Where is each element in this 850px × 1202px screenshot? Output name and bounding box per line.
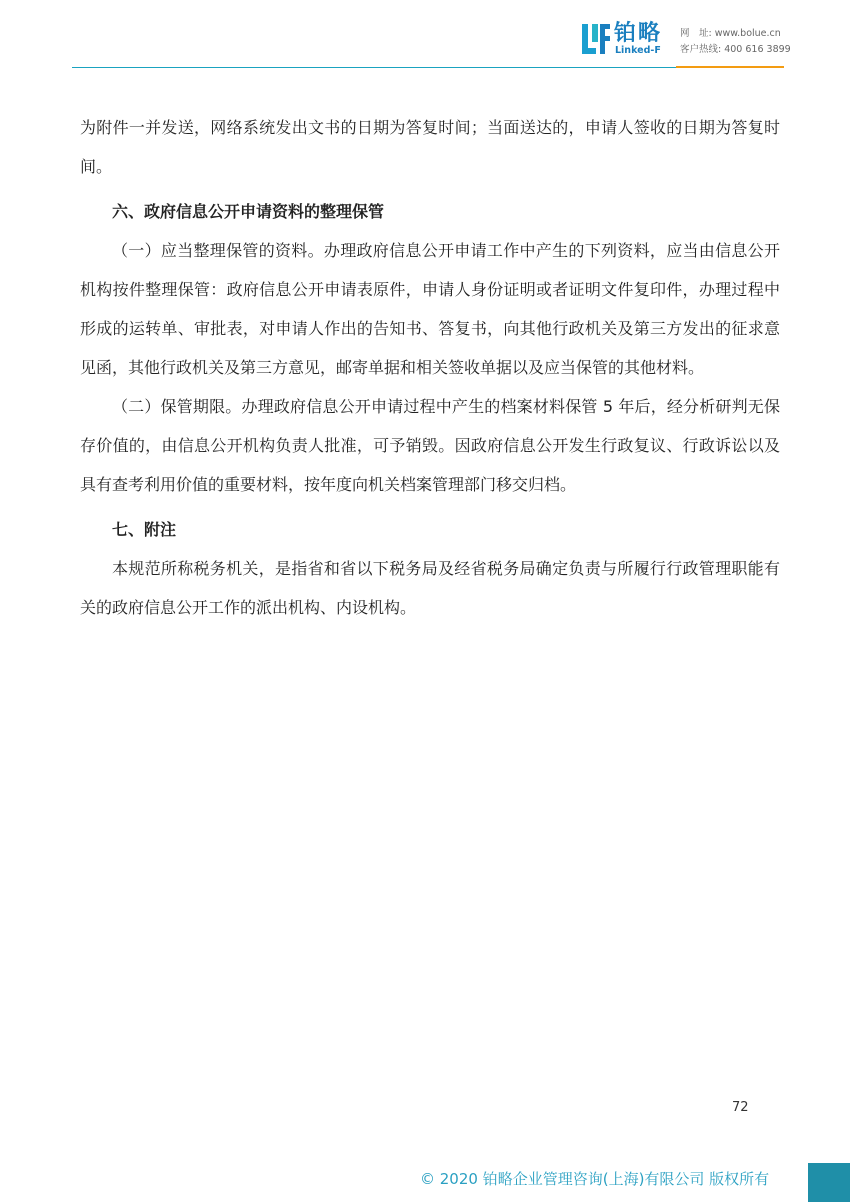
logo-mark-icon <box>582 24 610 54</box>
footer-color-block <box>808 1163 850 1202</box>
footer-copyright: © 2020 铂略企业管理咨询(上海)有限公司 版权所有 <box>420 1170 770 1188</box>
paragraph-1: 为附件一并发送，网络系统发出文书的日期为答复时间；当面送达的，申请人签收的日期为答复时间。 <box>80 118 780 176</box>
paragraph-2: （一）应当整理保管的资料。办理政府信息公开申请工作中产生的下列资料，应当由信息公开机构按件整理保管：政府信息公开申请表原件，申请人身份证明或者证明文件复印件，办理过程中形成的运转单、审批表，对申请人作出的告知书、答复书，向其他行政机关及第三方发出的征求意见函，其他行政机关及第三方意见，邮寄单据和相关签收单据以及应当保管的其他材料。 <box>80 241 780 377</box>
section-heading-6: 六、政府信息公开申请资料的整理保管 <box>112 202 385 221</box>
company-logo <box>582 22 672 58</box>
logo-chinese-name: 铂略 <box>614 21 663 46</box>
hotline-text: 客户热线: 400 616 3899 <box>680 44 791 55</box>
paragraph-3: （二）保管期限。办理政府信息公开申请过程中产生的档案材料保管 5 年后，经分析研判无保存价值的，由信息公开机构负责人批准，可予销毁。因政府信息公开发生行政复议、行政诉讼以及具有查考利用价值的重要材料，按年度向机关档案管理部门移交归档。 <box>80 397 780 494</box>
section-heading-7: 七、附注 <box>112 520 177 539</box>
page-number: 72 <box>732 1100 749 1115</box>
header-divider-accent <box>676 66 784 68</box>
page-header <box>0 0 850 72</box>
website-text: 网 址: www.bolue.cn <box>680 28 781 39</box>
contact-info <box>680 26 791 58</box>
paragraph-4: 本规范所称税务机关，是指省和省以下税务局及经省税务局确定负责与所履行行政管理职能有关的政府信息公开工作的派出机构、内设机构。 <box>80 559 780 617</box>
logo-english-name: Linked-F <box>615 45 661 56</box>
document-body <box>80 108 780 627</box>
